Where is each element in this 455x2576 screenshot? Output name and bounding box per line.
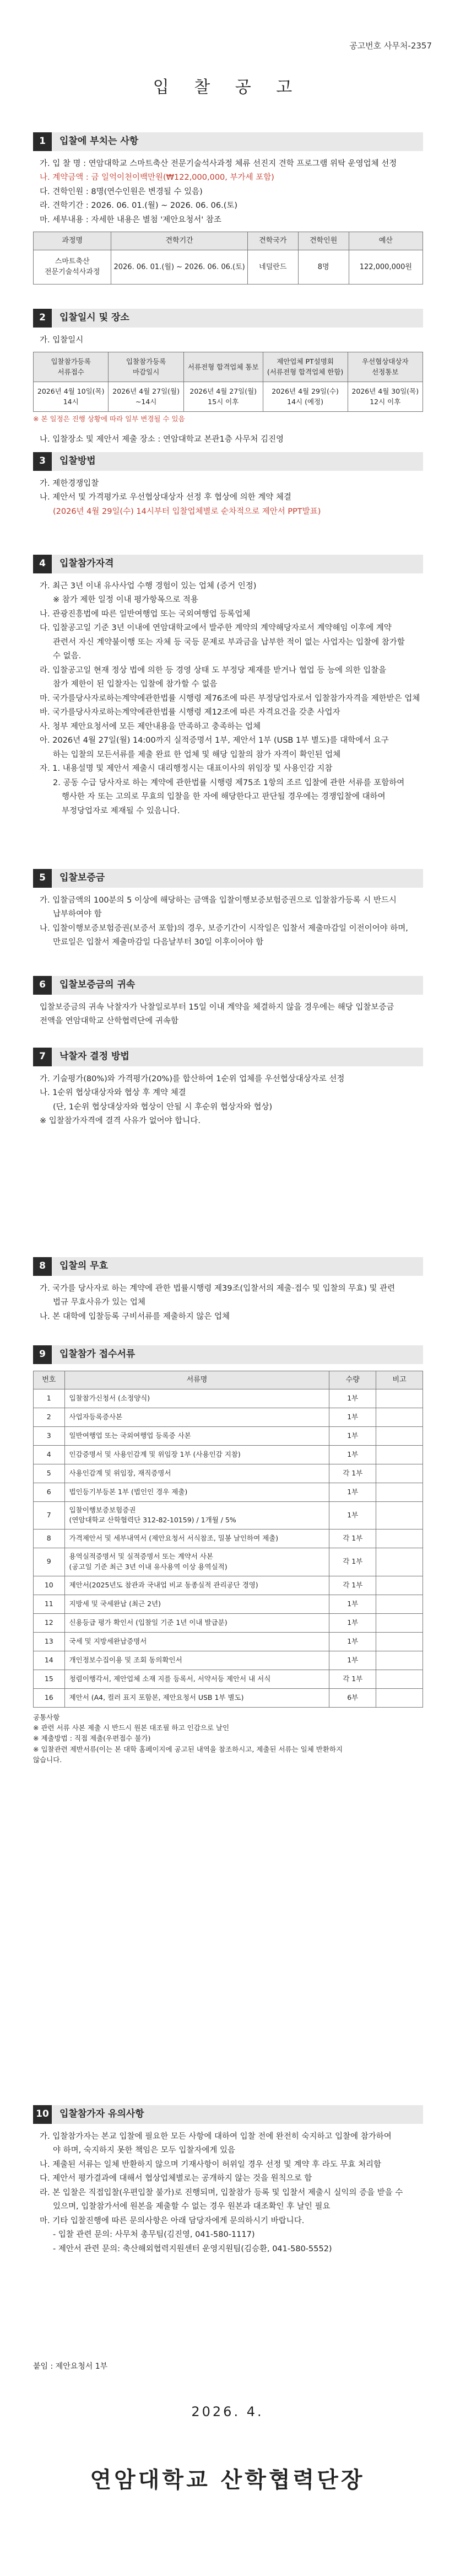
table-cell: 스마트축산 전문기술석사과정 [34, 250, 111, 284]
table-cell [376, 1501, 423, 1530]
text-line: 참가 제한이 된 입찰자는 입찰에 참가할 수 없음 [53, 680, 218, 689]
text-line: 바. 국가를당사자로하는계약에관한법률 시행령 제12조에 따른 자격요건을 갖춘 사업자 [40, 708, 340, 717]
table-cell [376, 1651, 423, 1670]
table-cell [376, 1688, 423, 1707]
table-cell: 각 1부 [329, 1576, 376, 1595]
text-line: (단, 1순위 협상대상자와 협상이 안될 시 후순위 협상자와 협상) [53, 1102, 273, 1112]
text-line: 있으며, 입찰참가서에 원본을 제출할 수 없는 경우 원본과 대조확인 후 날인 필요 [53, 2202, 331, 2212]
program-table [33, 232, 423, 285]
table-row [34, 1688, 423, 1707]
table-cell: 개인정보수집이용 및 조회 동의확인서 [64, 1651, 329, 1670]
table-header: 예산 [349, 232, 422, 250]
table-row [34, 1613, 423, 1632]
notice-date: 2026. 4. [191, 2404, 264, 2419]
table-cell: 5 [34, 1464, 65, 1483]
table-cell [376, 1632, 423, 1651]
section-number: 5 [33, 869, 52, 888]
text-line: 아. 2026년 4월 27일(월) 14:00까지 실적증명서 1부, 제안서 1부 (USB 1부 별도)를 대학에서 요구 [40, 736, 389, 745]
table-row [34, 1632, 423, 1651]
section-header [33, 555, 423, 573]
table-cell [376, 1530, 423, 1548]
text-line: 라. 견학기간 : 2026. 06. 01.(월) ~ 2026. 06. 06.(토) [40, 201, 238, 211]
section-header [33, 132, 423, 151]
section-header [33, 869, 423, 888]
section-header [33, 1048, 423, 1066]
text-line: 가. 기술평가(80%)와 가격평가(20%)를 합산하여 1순위 업체를 우선협상대상자로 선정 [40, 1075, 345, 1083]
table-header: 과정명 [34, 232, 111, 250]
legend-line: ※ 입찰관련 제반서류(이는 본 대학 홈페이지에 공고된 내역을 참조하시고, 제출된 서류는 일체 반환하지 [33, 1745, 343, 1753]
table-cell: 각 1부 [329, 1548, 376, 1576]
section-bid-items [33, 132, 423, 285]
table-cell: 법인등기부등본 1부 (법인인 경우 제출) [64, 1483, 329, 1501]
text-line: 가. 국가를 당사자로 하는 계약에 관한 법률시행령 제39조(입찰서의 제출·접수 및 입찰의 무효) 및 관련 [40, 1284, 396, 1293]
table-row [34, 1426, 423, 1445]
text-line: 다. 입찰공고일 기준 3년 이내에 연암대학교에서 발주한 계약의 계약해당자로서 계약해임 이후에 계약 [40, 624, 392, 633]
table-header: 수량 [329, 1371, 376, 1389]
text-line: 나. 계약금액 : 금 일억이천이백만원(₩122,000,000, 부가세 포함) [40, 173, 274, 183]
text-line: 다. 견학인원 : 8명(연수인원은 변경될 수 있음) [40, 187, 203, 196]
section-title: 입찰보증금의 귀속 [59, 979, 136, 991]
section-title: 낙찰자 결정 방법 [59, 1051, 129, 1062]
table-cell: 6 [34, 1483, 65, 1501]
table-cell: 1부 [329, 1408, 376, 1426]
table-cell: 1 [34, 1389, 65, 1408]
table-cell: 1부 [329, 1651, 376, 1670]
table-cell: 네덜란드 [247, 250, 298, 284]
text-line: 가. 최근 3년 이내 유사사업 수행 경험이 있는 업체 (증거 인정) [40, 582, 257, 591]
table-cell: 11 [34, 1595, 65, 1613]
table-row [34, 1530, 423, 1548]
section-title: 입찰에 부치는 사항 [59, 136, 139, 147]
table-cell: 122,000,000원 [349, 250, 422, 284]
text-line: 다. 제안서 평가결과에 대해서 협상업체별로는 공개하지 않는 것을 원칙으로 함 [40, 2174, 312, 2183]
table-cell: 16 [34, 1688, 65, 1707]
text-line: 2. 공동 수급 당사자로 하는 계약에 관한법률 시행령 제75조 1항의 조르 입찰에 관한 서류를 포함하여 [53, 778, 405, 787]
section-bid-deposit [33, 869, 423, 951]
table-cell [376, 1445, 423, 1464]
text-line: 가. 입찰일시 [40, 336, 84, 345]
table-row [34, 1483, 423, 1501]
text-line: 나. 관광진흥법에 따른 일반여행업 또는 국외여행업 등록업체 [40, 609, 251, 619]
text-line: 관련서 자신 계약불이행 또는 자체 등 국등 문제로 부과금을 납부한 적이 없는 사업자는 입찰에 참가할 [53, 637, 405, 647]
section-title: 입찰의 무효 [59, 1260, 109, 1272]
table-cell [376, 1613, 423, 1632]
table-cell: 사용인감계 및 위임장, 재직증명서 [64, 1464, 329, 1483]
table-cell: 2026년 4월 27일(월) ~14시 [109, 382, 183, 412]
table-cell: 10 [34, 1576, 65, 1595]
section-header [33, 2105, 423, 2124]
table-cell [376, 1595, 423, 1613]
table-cell: 일반여행업 또는 국외여행업 등록증 사본 [64, 1426, 329, 1445]
notice-number: 공고번호 사무처-2357 [349, 41, 432, 51]
table-cell: 2 [34, 1408, 65, 1426]
table-cell: 1부 [329, 1483, 376, 1501]
table-row [34, 1408, 423, 1426]
issuer-name: 연암대학교 산학협력단장 [90, 2467, 365, 2493]
table-cell: 9 [34, 1548, 65, 1576]
section-header [33, 1257, 423, 1276]
table-cell: 1부 [329, 1595, 376, 1613]
table-cell: 2026년 4월 10일(목) 14시 [34, 382, 109, 412]
table-cell: 입찰이행보증보험증권 (연암대학교 산학협력단 312-82-10159) / 1개월 / 5% [64, 1501, 329, 1530]
table-cell: 가격제안서 및 세부내역서 (제안요청서 서식참조, 밀봉 날인하여 제출) [64, 1530, 329, 1548]
table-cell: 사업자등록증사본 [64, 1408, 329, 1426]
table-header: 번호 [34, 1371, 65, 1389]
text-line: 나. 본 대학에 입찰등록 구비서류를 제출하지 않은 업체 [40, 1312, 230, 1321]
text-line: 가. 제한경쟁입찰 [40, 479, 99, 488]
text-line: 나. 입찰이행보증보험증권(보증서 포함)의 경우, 보증기간이 시작일은 입찰서 제출마감일 이전이어야 하며, [40, 924, 408, 933]
table-row [34, 1651, 423, 1670]
section-number: 10 [33, 2105, 52, 2124]
section-eligibility [33, 555, 423, 819]
text-line: 납부하여야 함 [53, 910, 102, 919]
section-title: 입찰일시 및 장소 [59, 312, 129, 324]
table-header: 우선협상대상자 선정통보 [348, 352, 422, 382]
text-line: 사. 청부 제안요청서에 모든 제안내용을 만족하고 충족하는 업체 [40, 722, 261, 731]
table-cell: 2026년 4월 29일(수) 14시 (예정) [263, 382, 348, 412]
schedule-note: ※ 본 일정은 진행 상황에 따라 일부 변경될 수 있음 [33, 415, 185, 423]
section-number: 8 [33, 1257, 52, 1276]
text-line: 가. 입찰금액의 100분의 5 이상에 해당하는 금액을 입찰이행보증보험증권으로 입찰참가등록 시 반드시 [40, 896, 397, 905]
table-header: 비고 [376, 1371, 423, 1389]
section-title: 입찰참가자격 [59, 558, 114, 570]
table-header: 견학인원 [298, 232, 349, 250]
text-line: 나. 1순위 협상대상자와 협상 후 계약 체결 [40, 1088, 186, 1098]
table-cell: 1부 [329, 1501, 376, 1530]
legend-line: ※ 제출방법 : 직접 제출(우편접수 불가) [33, 1734, 151, 1743]
table-row [34, 1501, 423, 1530]
text-line: 가. 입 찰 명 : 연암대학교 스마트축산 전문기술석사과정 체류 선진지 견학 프로그램 위탁 운영업체 선정 [40, 159, 397, 168]
table-row [34, 1548, 423, 1576]
section-header [33, 309, 423, 328]
table-cell: 14 [34, 1651, 65, 1670]
section-number: 4 [33, 555, 52, 573]
attachment-note: 붙임 : 제안요청서 1부 [33, 2362, 108, 2371]
table-cell [376, 1483, 423, 1501]
text-line: 만료일은 입찰서 제출마감일 다음날부터 30일 이후이어야 함 [53, 938, 264, 947]
text-line: 나. 제안서 및 가격평가로 우선협상대상자 선정 후 협상에 의한 계약 체결 [40, 493, 291, 502]
text-line: ※ 참가 제한 일정 이내 평가항목으로 적용 [53, 595, 198, 605]
table-header: 서류명 [64, 1371, 329, 1389]
table-cell [376, 1408, 423, 1426]
section-header [33, 1345, 423, 1364]
table-cell: 1부 [329, 1613, 376, 1632]
section-number: 9 [33, 1345, 52, 1364]
documents-legend [33, 1712, 423, 1765]
table-cell: 2026. 06. 01.(월) ~ 2026. 06. 06.(토) [111, 250, 247, 284]
table-cell: 12 [34, 1613, 65, 1632]
documents-table [33, 1371, 423, 1708]
table-cell [376, 1426, 423, 1445]
text-line: 마. 세부내용 : 자세한 내용은 별첨 '제안요청서' 참조 [40, 215, 221, 224]
legend-line: ※ 관련 서류 사본 제출 시 반드시 원본 대조필 하고 인감으로 날인 [33, 1723, 230, 1732]
table-header: 제안업체 PT설명회 (서류전형 합격업체 한함) [263, 352, 348, 382]
table-cell: 2026년 4월 30일(목) 12시 이후 [348, 382, 422, 412]
schedule-table [33, 352, 423, 412]
table-cell [376, 1670, 423, 1688]
text-line: - 제안서 관련 문의: 축산해외협력지원센터 운영지원팀(김승환, 041-580-5552) [53, 2244, 332, 2253]
text-line: 부정당업자로 제재될 수 있음니다. [62, 806, 180, 815]
text-line: 라. 본 입찰은 직접입찰(우편입찰 불가)로 진행되며, 입찰참가 등록 및 입찰서 제출시 실익의 증을 받을 수 [40, 2188, 403, 2197]
table-cell: 8명 [298, 250, 349, 284]
table-cell [376, 1548, 423, 1576]
table-cell: 각 1부 [329, 1464, 376, 1483]
table-cell: 지방세 및 국세완납 (최근 2년) [64, 1595, 329, 1613]
section-precautions [33, 2105, 423, 2257]
section-deposit-forfeit [33, 976, 423, 1029]
section-bid-invalid [33, 1257, 423, 1324]
section-number: 1 [33, 132, 52, 151]
table-cell: 1부 [329, 1389, 376, 1408]
table-cell: 각 1부 [329, 1670, 376, 1688]
table-cell: 6부 [329, 1688, 376, 1707]
table-cell [376, 1464, 423, 1483]
text-line: 나. 입찰장소 및 제안서 제출 장소 : 연암대학교 본관1층 사무처 김진영 [40, 435, 284, 444]
table-cell: 13 [34, 1632, 65, 1651]
table-cell: 신용등급 평가 확인서 (입찰일 기준 1년 이내 발급분) [64, 1613, 329, 1632]
section-bid-schedule [33, 309, 423, 448]
table-header: 견학국가 [247, 232, 298, 250]
table-cell: 입찰참가신청서 (소정양식) [64, 1389, 329, 1408]
text-line: 하는 입찰의 모든서류를 제출 완료 한 업체 및 해당 입찰의 참가 자격이 확인된 업체 [53, 750, 341, 759]
section-number: 2 [33, 309, 52, 328]
table-cell [376, 1576, 423, 1595]
text-line: 마. 기타 입찰진행에 따른 문의사항은 아래 담당자에게 문의하시기 바랍니다. [40, 2216, 305, 2225]
legend-line: 공통사항 [33, 1713, 60, 1721]
text-line: - 입찰 관련 문의: 사무처 총무팀(김진영, 041-580-1117) [53, 2230, 255, 2240]
section-header [33, 452, 423, 471]
section-number: 6 [33, 976, 52, 995]
table-cell: 1부 [329, 1426, 376, 1445]
text-line: 입찰보증금의 귀속 낙찰자가 낙찰일로부터 15일 이내 계약을 체결하지 않을 경우에는 해당 입찰보증금 [40, 1003, 394, 1012]
table-row [34, 1576, 423, 1595]
text-line: 수 없음. [53, 652, 82, 661]
text-line: 야 하며, 숙지하지 못한 책임은 모두 입찰자에게 있음 [53, 2146, 236, 2155]
table-cell: 1부 [329, 1445, 376, 1464]
text-line: 전액을 연암대학교 산학협력단에 귀속함 [40, 1017, 178, 1026]
text-line: 자. 1. 내용설명 및 제안서 제출시 대리행정시는 대표이사의 위임장 및 사용인감 지참 [40, 764, 333, 774]
text-line: 나. 제출된 서류는 일체 반환하지 않으며 기재사항이 허위일 경우 선정 및 계약 후 라도 무효 처리함 [40, 2160, 382, 2169]
text-line: 가. 입찰참가자는 본교 입찰에 필요한 모든 사항에 대하여 입찰 전에 완전히 숙지하고 입찰에 참가하여 [40, 2132, 392, 2141]
table-header: 입찰참가등록 마감일시 [109, 352, 183, 382]
page-title: 입 찰 공 고 [153, 78, 302, 97]
table-row [34, 1595, 423, 1613]
table-cell: 1부 [329, 1632, 376, 1651]
legend-line: 않습니다. [33, 1756, 62, 1764]
table-cell: 3 [34, 1426, 65, 1445]
text-line: ※ 입찰참가자격에 결격 사유가 없어야 합니다. [40, 1117, 201, 1126]
table-header: 서류전형 합격업체 통보 [183, 352, 263, 382]
table-cell: 7 [34, 1501, 65, 1530]
table-cell: 국세 및 지방세완납증명서 [64, 1632, 329, 1651]
section-title: 입찰보증금 [59, 872, 105, 884]
table-cell: 15 [34, 1670, 65, 1688]
text-line: 행사한 자 또는 고의로 무효의 입찰을 한 자에 해당한다고 판단될 경우에는 경쟁입찰에 대하여 [62, 792, 386, 802]
text-line: 마. 국가를당사자로하는계약에관한법률 시행령 제76조에 따른 부정당업자로서 입찰참가자격을 제한받은 업체 [40, 694, 420, 703]
table-cell: 각 1부 [329, 1530, 376, 1548]
section-title: 입찰참가자 유의사항 [59, 2108, 144, 2120]
section-title: 입찰방법 [59, 455, 96, 467]
table-cell: 용역실적증명서 및 실적증명서 또는 계약서 사본 (공고일 기준 최근 3년 이내 유사용역 이상 용역실적) [64, 1548, 329, 1576]
section-number: 3 [33, 452, 52, 471]
table-row [34, 1389, 423, 1408]
text-line: 법규 무효사유가 있는 업체 [53, 1298, 145, 1307]
table-cell: 4 [34, 1445, 65, 1464]
text-line: 라. 입찰공고일 현재 정상 법에 의한 등 경영 상태 도 부정당 제재를 받거나 협업 등 능에 의한 입찰을 [40, 666, 387, 675]
table-header: 입찰참가등록 서류접수 [34, 352, 109, 382]
table-row [34, 1464, 423, 1483]
table-cell: 8 [34, 1530, 65, 1548]
section-header [33, 976, 423, 995]
table-row [34, 1670, 423, 1688]
text-line: (2026년 4월 29일(수) 14시부터 입찰업체별로 순차적으로 제안서 PPT발표) [53, 507, 321, 516]
table-cell: 청렴이행각서, 제안업체 소재 지를 등록서, 서약서등 제안서 내 서식 [64, 1670, 329, 1688]
table-cell [376, 1389, 423, 1408]
table-cell: 제안서 (A4, 컬러 표지 포함본, 제안요청서 USB 1부 별도) [64, 1688, 329, 1707]
section-bid-method [33, 452, 423, 519]
section-title: 입찰참가 접수서류 [59, 1349, 136, 1360]
table-cell: 인감증명서 및 사용인감계 및 위임장 1부 (사용인감 지참) [64, 1445, 329, 1464]
table-cell: 2026년 4월 27일(월) 15시 이후 [183, 382, 263, 412]
section-award-method [33, 1048, 423, 1129]
section-number: 7 [33, 1048, 52, 1066]
table-header: 견학기간 [111, 232, 247, 250]
table-cell: 제안서(2025년도 참관과 국내업 비교 동종실적 관리공단 경영) [64, 1576, 329, 1595]
section-required-documents [33, 1345, 423, 1765]
table-row [34, 1445, 423, 1464]
